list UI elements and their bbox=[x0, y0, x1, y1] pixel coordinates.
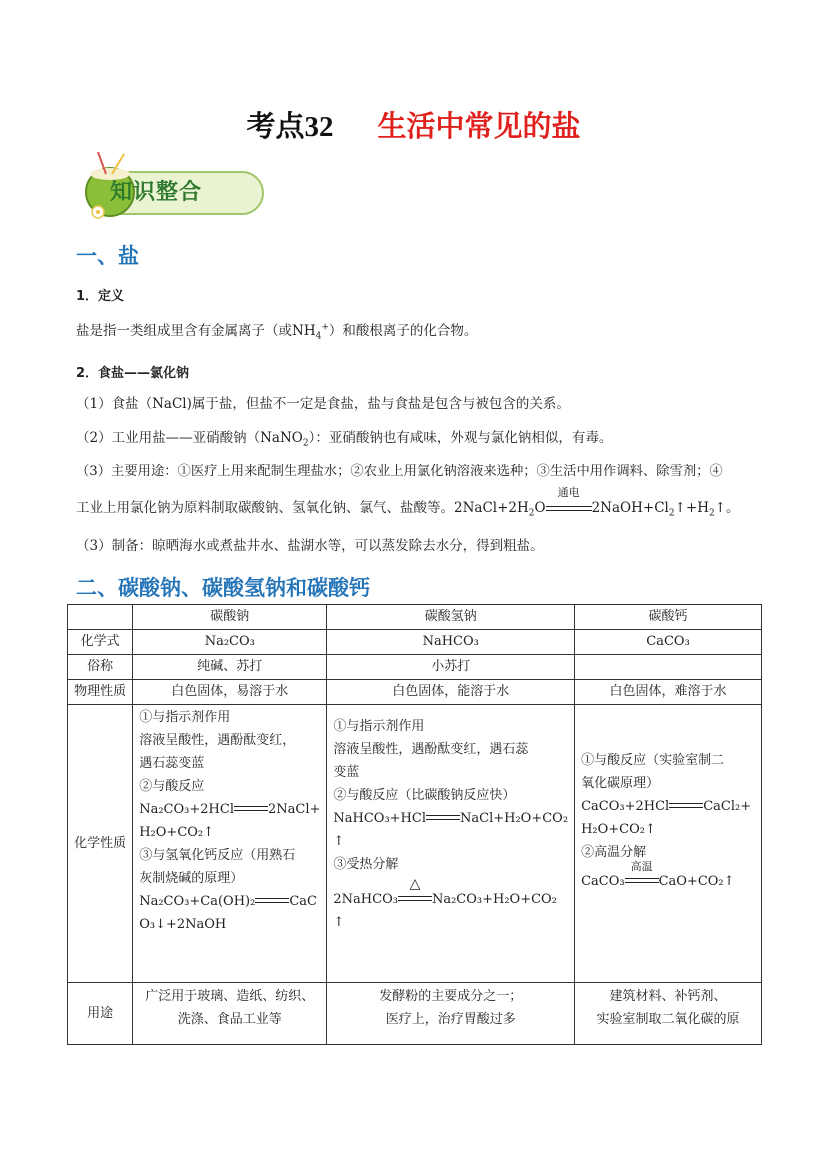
chem-props-calcium-carbonate: ①与酸反应（实验室制二 氧化碳原理） CaCO₃+2HCl CaCl₂+ H₂O+CO₂↑ ②高温分解 CaCO₃ 高温 CaO+CO₂↑ bbox=[575, 705, 762, 983]
table-row bbox=[68, 605, 762, 630]
table-cell: 白色固体，易溶于水 bbox=[133, 680, 327, 705]
table-cell: CaCO₃ bbox=[575, 630, 762, 655]
definition-heading: 1．定义 bbox=[76, 289, 125, 304]
paragraph-5: （3）制备：晾晒海水或煮盐井水、盐湖水等，可以蒸发除去水分，得到粗盐。 bbox=[76, 538, 544, 554]
table-cell: 小苏打 bbox=[327, 655, 575, 680]
table-row bbox=[68, 655, 762, 680]
table-salt-heading: 2．食盐——氯化钠 bbox=[76, 366, 190, 381]
table-cell: Na₂CO₃ bbox=[133, 630, 327, 655]
table-cell bbox=[575, 655, 762, 680]
condition-electrolysis: 通电 bbox=[557, 486, 580, 499]
table-cell: 化学式 bbox=[68, 630, 133, 655]
table-cell: 白色固体，难溶于水 bbox=[575, 680, 762, 705]
paragraph-3: （3）主要用途：①医疗上用来配制生理盐水；②农业上用氯化钠溶液来选种；③生活中用作调料、除雪剂；④ bbox=[76, 464, 723, 479]
chem-props-sodium-bicarbonate: ①与指示剂作用 溶液呈酸性，遇酚酞变红，遇石蕊 变蓝 ②与酸反应（比碳酸钠反应快） NaHCO₃+HCl NaCl+H₂O+CO₂ ↑ ③受热分解 2NaHCO₃ △ Na₂CO₃+H₂O+CO₂ ↑ bbox=[327, 705, 575, 983]
paragraph-1: （1）食盐（NaCl)属于盐，但盐不一定是食盐，盐与食盐是包含与被包含的关系。 bbox=[76, 396, 570, 412]
high-temp-condition: 高温 bbox=[630, 860, 653, 873]
definition-text-b: ）和酸根离子的化合物。 bbox=[328, 323, 478, 339]
table-cell: 物理性质 bbox=[68, 680, 133, 705]
ammonium-formula: $NH_4^+$ bbox=[292, 322, 329, 342]
table-cell: 白色固体，能溶于水 bbox=[327, 680, 575, 705]
table-row bbox=[68, 983, 762, 1045]
use-sodium-bicarbonate: 发酵粉的主要成分之一； 医疗上，治疗胃酸过多 bbox=[327, 983, 575, 1045]
table-row bbox=[68, 680, 762, 705]
use-calcium-carbonate: 建筑材料、补钙剂、 实验室制取二氧化碳的原 bbox=[575, 983, 762, 1045]
table-row bbox=[68, 705, 762, 983]
table-header-cell: 碳酸钙 bbox=[575, 605, 762, 630]
table-cell: 俗称 bbox=[68, 655, 133, 680]
definition-text-a: 盐是指一类组成里含有金属离子（或 bbox=[76, 323, 292, 339]
section-heading-carbonates: 二、碳酸钠、碳酸氢钠和碳酸钙 bbox=[76, 576, 370, 600]
chem-props-sodium-carbonate: ①与指示剂作用 溶液呈酸性，遇酚酞变红， 遇石蕊变蓝 ②与酸反应 Na₂CO₃+2HCl 2NaCl+ H₂O+CO₂↑ ③与氢氧化钙反应（用熟石 灰制烧碱的原理） Na₂CO₃+Ca(OH)₂ CaC O₃↓+2NaOH bbox=[133, 705, 327, 983]
paragraph-4: 工业上用氯化钠为原料制取碳酸钠、氢氧化钠、氯气、盐酸等。$2NaCl+2H_2O$ 通电 $2NaOH+Cl_2↑+H_2↑$。 bbox=[76, 498, 740, 518]
page-title bbox=[0, 104, 827, 145]
heat-condition-icon: △ bbox=[409, 876, 421, 892]
table-row bbox=[68, 630, 762, 655]
table-cell: 纯碱、苏打 bbox=[133, 655, 327, 680]
paragraph-2: （2）工业用盐——亚硝酸钠（NaNO$_2$）：亚硝酸钠也有咸味，外观与氯化钠相似，有毒。 bbox=[76, 430, 613, 449]
topic-title: 生活中常见的盐 bbox=[377, 109, 581, 143]
table-header-cell: 碳酸钠 bbox=[133, 605, 327, 630]
definition-text bbox=[76, 321, 477, 341]
topic-number: 考点32 bbox=[246, 111, 334, 143]
table-cell: 用途 bbox=[68, 983, 133, 1045]
table-header-cell: 碳酸氢钠 bbox=[327, 605, 575, 630]
use-sodium-carbonate: 广泛用于玻璃、造纸、纺织、 洗涤、食品工业等 bbox=[133, 983, 327, 1045]
table-header-cell bbox=[68, 605, 133, 630]
table-cell: 化学性质 bbox=[68, 705, 133, 983]
section-heading-salt: 一、盐 bbox=[76, 244, 139, 268]
table-cell: NaHCO₃ bbox=[327, 630, 575, 655]
carbonate-comparison-table bbox=[67, 604, 762, 1045]
badge-label: 知识整合 bbox=[110, 180, 203, 205]
